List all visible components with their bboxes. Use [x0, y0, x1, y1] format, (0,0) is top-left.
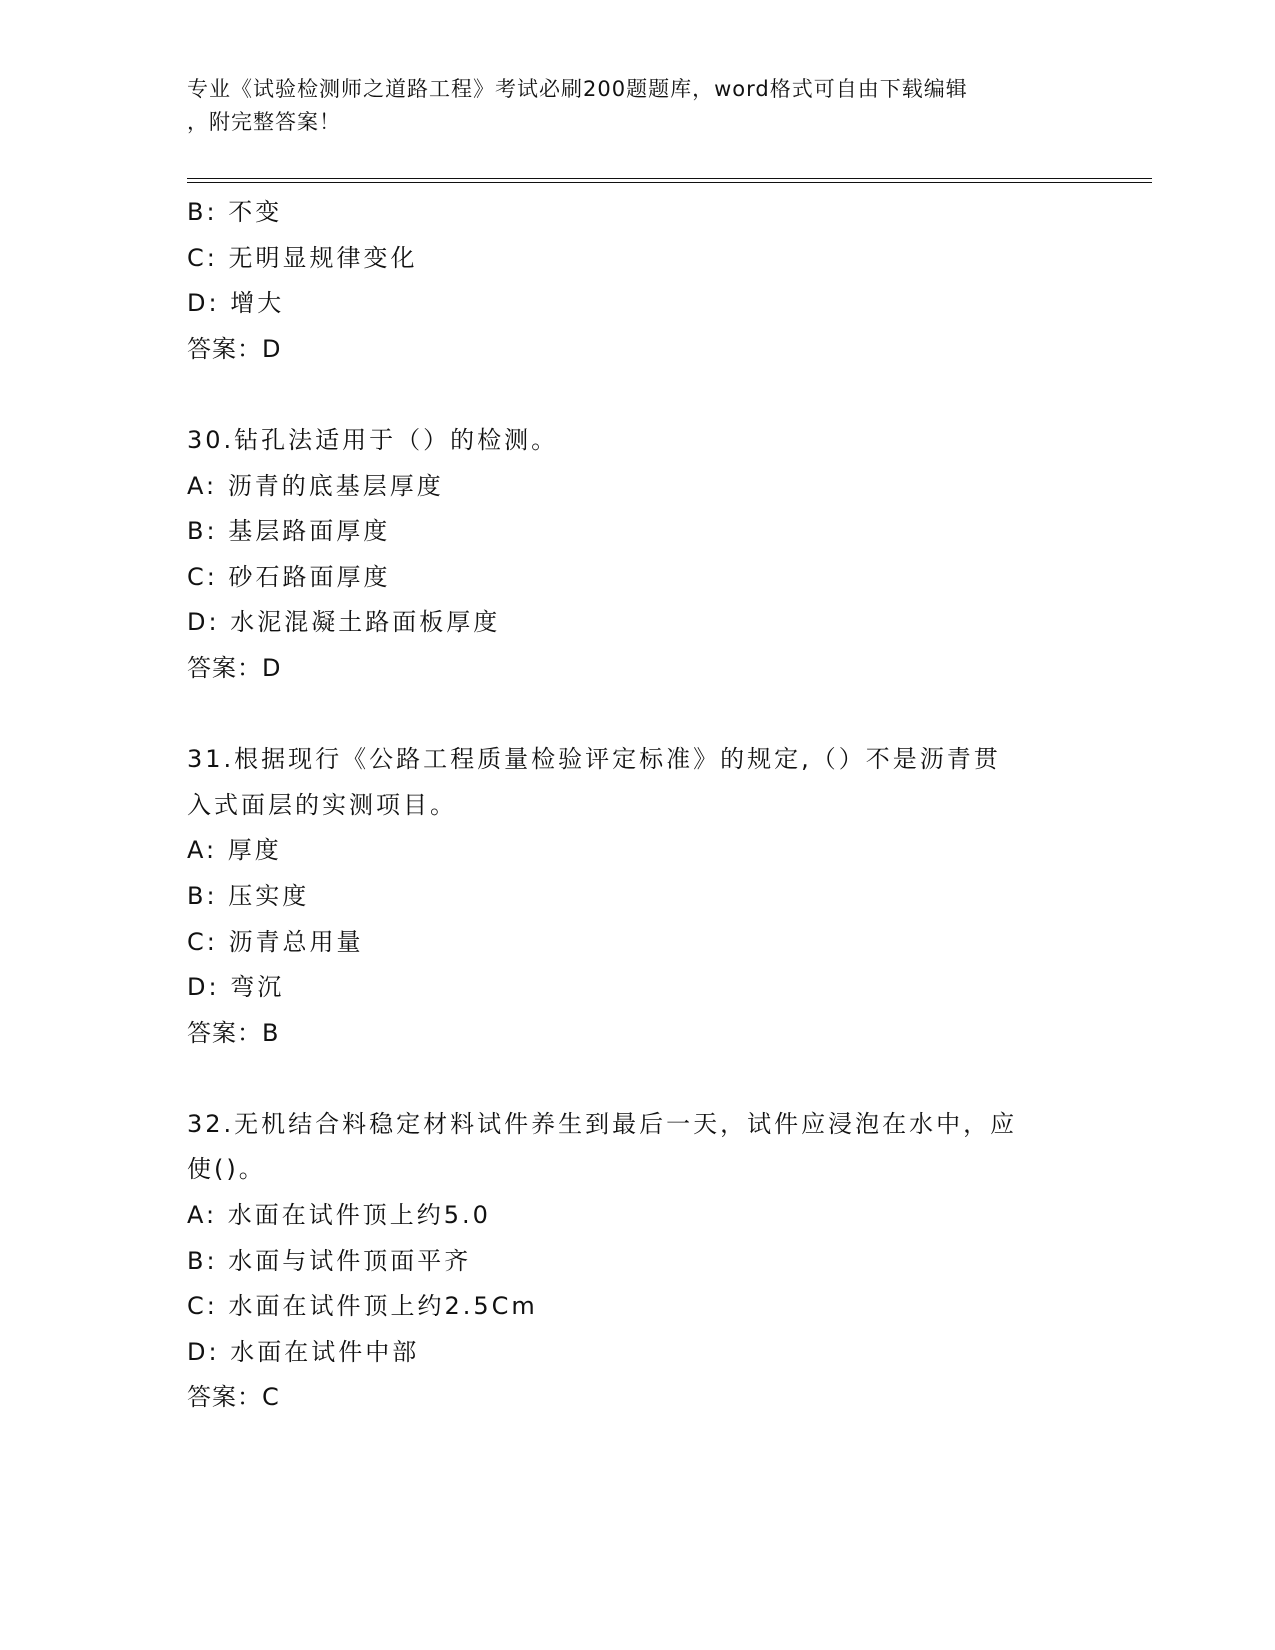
question-stem-line: 根据现行《公路工程质量检验评定标准》的规定,（）不是沥青贯: [234, 745, 1001, 774]
option-text: 水面在试件顶上约2.5Cm: [228, 1292, 538, 1321]
option-c: [187, 1284, 1087, 1330]
option-text: 沥青的底基层厚度: [227, 471, 444, 500]
option-label: B:: [187, 881, 218, 910]
answer: 答案：D: [187, 653, 282, 682]
option-b: [187, 190, 1087, 236]
question-stem-line: 入式面层的实测项目。: [187, 790, 457, 819]
question-31: [187, 737, 1087, 1056]
option-a: [187, 464, 1087, 510]
question-stem: [187, 418, 1087, 464]
header-line-1: 专业《试验检测师之道路工程》考试必刷200题题库，word格式可自由下载编辑: [187, 77, 968, 101]
option-label: B:: [187, 517, 218, 546]
question-stem: [187, 1102, 1087, 1193]
question-number: 30.: [187, 425, 235, 454]
option-text: 基层路面厚度: [228, 517, 391, 546]
option-text: 厚度: [227, 836, 282, 865]
option-b: [187, 874, 1087, 920]
answer: 答案：B: [187, 1018, 280, 1047]
question-stem-line: 钻孔法适用于（）的检测。: [234, 425, 559, 454]
option-b: [187, 1239, 1087, 1285]
option-label: D:: [187, 608, 220, 637]
question-number: 32.: [187, 1109, 235, 1138]
option-c: [187, 236, 1087, 282]
header-divider-bottom: [187, 182, 1152, 183]
option-label: C:: [187, 562, 218, 591]
option-c: [187, 555, 1087, 601]
option-text: 沥青总用量: [228, 927, 364, 956]
option-text: 不变: [228, 198, 283, 226]
option-a: [187, 828, 1087, 874]
option-c: [187, 920, 1087, 966]
question-stem-line: 无机结合料稳定材料试件养生到最后一天，试件应浸泡在水中，应: [234, 1109, 1018, 1138]
header-divider-top: [187, 178, 1152, 179]
option-text: 无明显规律变化: [228, 243, 418, 272]
question-stem: [187, 737, 1087, 828]
option-label: A:: [187, 471, 218, 500]
option-label: D:: [187, 973, 220, 1002]
question-continued: [187, 190, 1087, 372]
question-number: 31.: [187, 745, 235, 774]
option-text: 增大: [230, 289, 285, 318]
option-text: 水面在试件顶上约5.0: [227, 1201, 491, 1230]
option-label: C:: [187, 1292, 218, 1321]
option-label: C:: [187, 927, 218, 956]
answer: 答案：D: [187, 334, 282, 363]
option-text: 水泥混凝土路面板厚度: [230, 608, 501, 637]
option-b: [187, 509, 1087, 555]
option-label: D:: [187, 1337, 220, 1366]
option-d: [187, 600, 1087, 646]
option-d: [187, 965, 1087, 1011]
option-d: [187, 1330, 1087, 1376]
option-text: 水面与试件顶面平齐: [228, 1246, 472, 1275]
option-label: D:: [187, 289, 220, 318]
option-label: B:: [187, 1246, 218, 1275]
option-text: 水面在试件中部: [230, 1337, 420, 1366]
question-32: [187, 1102, 1087, 1421]
option-text: 压实度: [228, 881, 310, 910]
question-list: [187, 190, 1087, 1421]
option-d: [187, 281, 1087, 327]
option-text: 弯沉: [230, 973, 285, 1002]
option-text: 砂石路面厚度: [228, 562, 391, 591]
option-label: A:: [187, 1201, 218, 1230]
option-a: [187, 1193, 1087, 1239]
page-header: [187, 73, 1087, 139]
question-stem-line: 使()。: [187, 1155, 266, 1184]
answer: 答案：C: [187, 1383, 280, 1412]
header-line-2: ，附完整答案！: [187, 110, 341, 134]
question-30: [187, 418, 1087, 692]
option-label: C:: [187, 243, 218, 272]
option-label: B:: [187, 198, 218, 226]
option-label: A:: [187, 836, 218, 865]
